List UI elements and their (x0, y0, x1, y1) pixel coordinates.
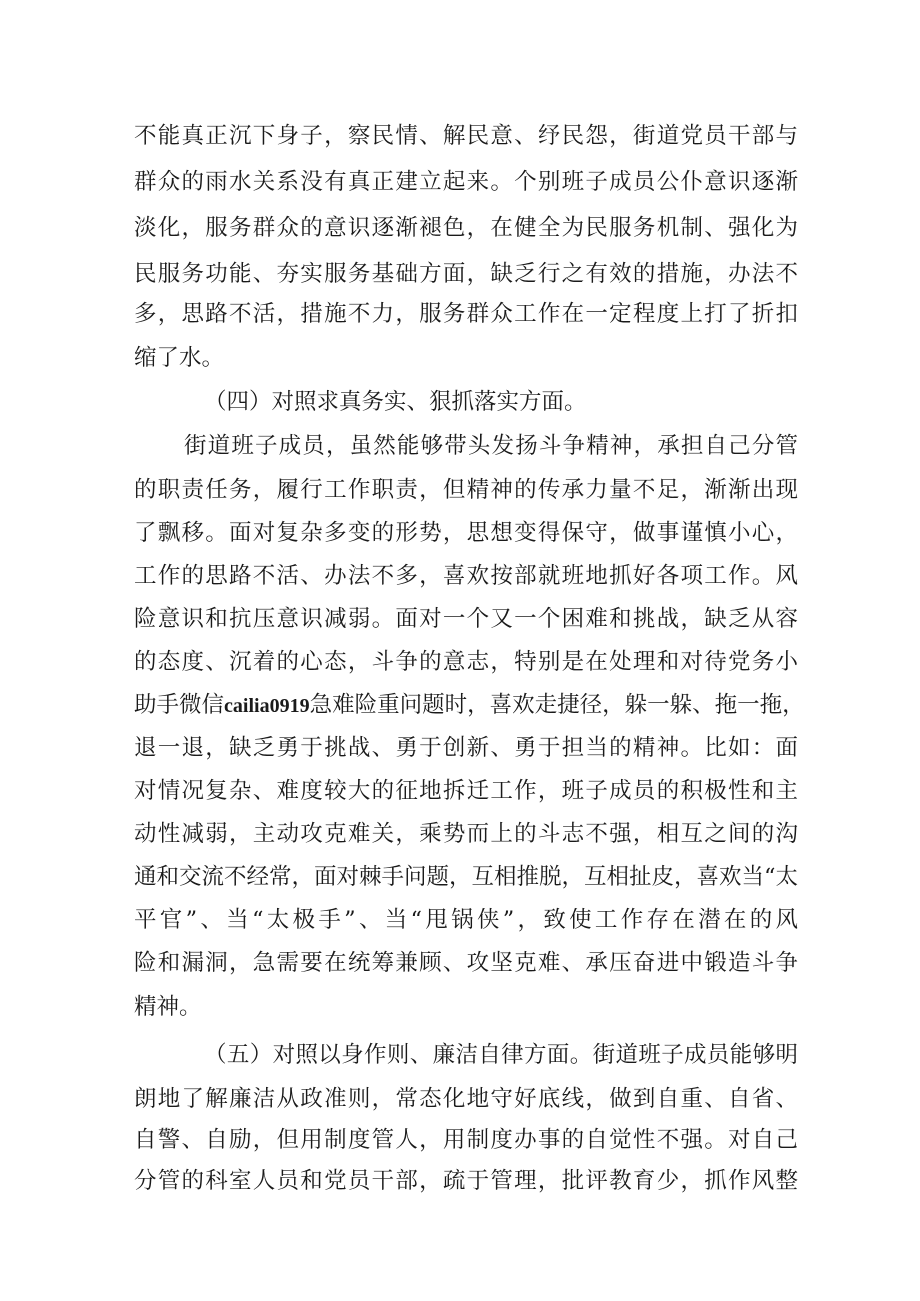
section-heading-5: （五）对照以身作则、廉洁自律方面。街道班子成员能够明 (204, 1042, 798, 1068)
text-line: 群众的雨水关系没有真正建立起来。个别班子成员公仆意识逐渐 (134, 169, 798, 195)
text-line: 通和交流不经常，面对棘手问题，互相推脱，互相扯皮，喜欢当“太 (134, 864, 799, 890)
wechat-id: cailia0919 (224, 695, 310, 717)
text-line: 险和漏洞，急需要在统筹兼顾、攻坚克难、承压奋进中锻造斗争 (134, 950, 798, 976)
section-heading-4: （四）对照求真务实、狠抓落实方面。 (204, 389, 587, 415)
text-line: 精神。 (134, 994, 202, 1020)
text-line: 朗地了解廉洁从政准则，常态化地守好底线，做到自重、自省、 (134, 1086, 798, 1112)
text-line: 淡化，服务群众的意识逐渐褪色，在健全为民服务机制、强化为 (134, 215, 798, 241)
text-line-with-id (134, 687, 805, 723)
text-line: 险意识和抗压意识减弱。面对一个又一个困难和挑战，缺乏从容 (134, 606, 798, 632)
text-line: 的职责任务，履行工作职责，但精神的传承力量不足，渐渐出现 (134, 477, 798, 503)
text-line-suffix: 急难险重问题时，喜欢走捷径，躲一躲、拖一拖， (309, 692, 805, 718)
text-line: 缩了水。 (134, 345, 225, 371)
text-line: 不能真正沉下身子，察民情、解民意、纾民怨，街道党员干部与 (134, 123, 798, 149)
text-line: 的态度、沉着的心态，斗争的意志，特别是在处理和对待党务小 (134, 649, 798, 675)
text-line: 民服务功能、夯实服务基础方面，缺乏行之有效的措施，办法不 (134, 261, 798, 287)
text-line: 了飘移。面对复杂多变的形势，思想变得保守，做事谨慎小心， (134, 520, 798, 546)
text-line: 街道班子成员，虽然能够带头发扬斗争精神，承担自己分管 (184, 433, 798, 459)
text-line: 自警、自励，但用制度管人，用制度办事的自觉性不强。对自己 (134, 1127, 798, 1153)
text-line: 工作的思路不活、办法不多，喜欢按部就班地抓好各项工作。风 (134, 563, 798, 589)
text-line: 平官”、当“太极手”、当“甩锅侠”，致使工作存在潜在的风 (134, 907, 798, 933)
text-line: 对情况复杂、难度较大的征地拆迁工作，班子成员的积极性和主 (134, 778, 798, 804)
text-line: 动性减弱，主动攻克难关，乘势而上的斗志不强，相互之间的沟 (134, 821, 798, 847)
text-line: 退一退，缺乏勇于挑战、勇于创新、勇于担当的精神。比如：面 (134, 735, 798, 761)
text-line: 多，思路不活，措施不力，服务群众工作在一定程度上打了折扣 (134, 301, 798, 327)
text-line-prefix: 助手微信 (134, 692, 225, 718)
text-line: 分管的科室人员和党员干部，疏于管理，批评教育少，抓作风整 (134, 1168, 798, 1194)
